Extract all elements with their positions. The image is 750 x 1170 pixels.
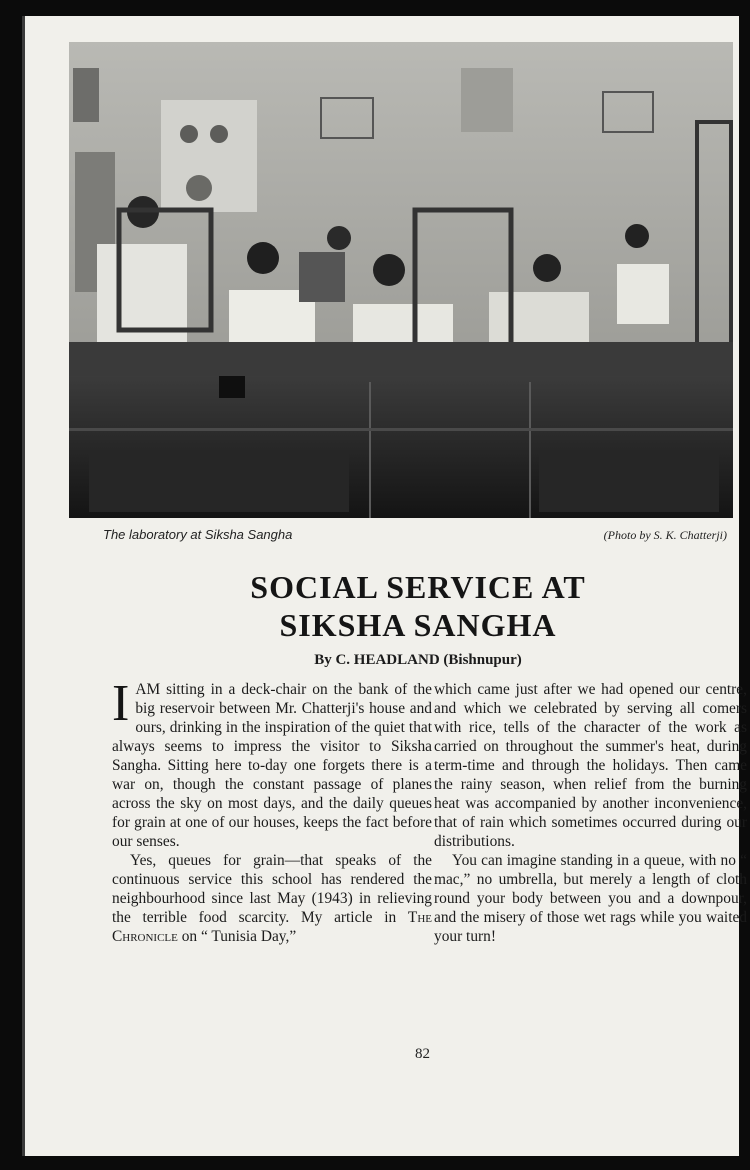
paragraph-2 [112, 851, 432, 946]
paragraph-2-text: Yes, queues for grain—that speaks of the continuous service this school has rendered the neighbourhood since last May (1943) in relieving the terrible food scarcity. My article in [112, 852, 432, 926]
magazine-page [22, 16, 747, 1156]
paragraph-3: which came just after we had opened our centre, and which we celebrated by serving all comers with rice, tells of the character of the work as carried on throughout the summer's heat, during term-time and through the holidays. Then came the rainy season, when relief from the burning heat was accompanied by another inconvenience, that of rain which sometimes occurred during our distributions. [434, 681, 747, 850]
article-title [65, 568, 750, 644]
article-title-line-1: SOCIAL SERVICE AT [250, 569, 586, 605]
laboratory-photo-illustration [69, 42, 733, 518]
article-column-left [112, 675, 432, 946]
drop-cap: I [112, 675, 130, 732]
photo-credit: (Photo by S. K. Chatterji) [603, 528, 727, 542]
article-column-right [434, 680, 747, 946]
paragraph-1-text: AM sitting in a deck-chair on the bank of the big reservoir between Mr. Chatterji's house and ours, drinking in the inspiration of the quiet that always seems to impress the visitor to Siksha Sangha. Sitting here to-day one forgets there is a war on, though the constant passage of planes across the sky on most days, and the daily queues for grain at one of our houses, keeps the fact before our senses. [112, 681, 432, 850]
paragraph-2-end: on “ Tunisia Day,” [181, 928, 297, 945]
laboratory-photo [69, 42, 733, 518]
paragraph-4: You can imagine standing in a queue, with no “ mac,” no umbrella, but merely a length of cloth round your body between you and a downpour, and the misery of those wet rags while you waited your turn! [434, 852, 747, 945]
page-number: 82 [415, 1046, 430, 1062]
publication-name: The Chronicle [112, 909, 432, 945]
paragraph-1 [112, 675, 432, 851]
article-byline: By C. HEADLAND (Bishnupur) [314, 652, 522, 668]
photo-caption: The laboratory at Siksha Sangha [103, 527, 293, 542]
article-title-line-2: SIKSHA SANGHA [279, 607, 557, 643]
